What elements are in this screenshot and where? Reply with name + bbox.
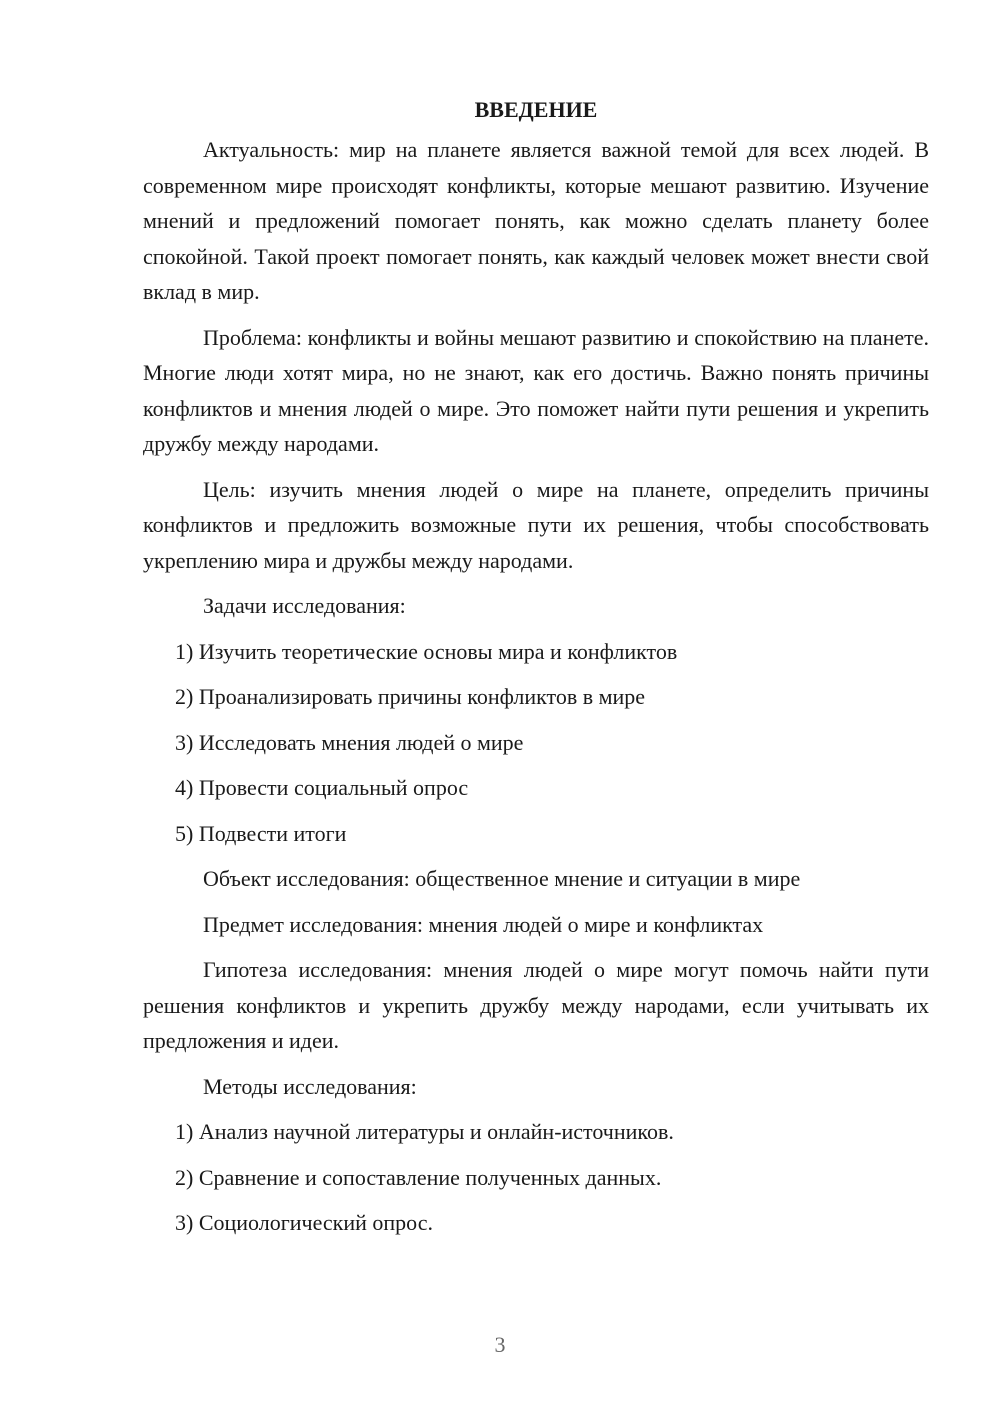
- methods-heading: Методы исследования:: [203, 1073, 417, 1099]
- methods-list: [143, 1114, 929, 1241]
- list-item: 2) Сравнение и сопоставление полученных данных.: [175, 1164, 662, 1190]
- problem-paragraph: Проблема: конфликты и войны мешают развитию и спокойствию на планете. Многие люди хотят мира, но не знают, как его достичь. Важно понять причины конфликтов и мнения людей о мире. Это поможет найти пути решения и укрепить дружбу между народами.: [143, 324, 929, 456]
- hypothesis-paragraph: Гипотеза исследования: мнения людей о мире могут помочь найти пути решения конфликтов и укрепить дружбу между народами, если учитывать их предложения и идеи.: [143, 957, 929, 1053]
- page-number: 3: [494, 1332, 506, 1357]
- actuality-paragraph: Актуальность: мир на планете является важной темой для всех людей. В современном мире происходят конфликты, которые мешают развитию. Изучение мнений и предложений помогает понять, как можно сделать планету более спокойной. Такой проект помогает понять, как каждый человек может внести свой вклад в мир.: [143, 137, 929, 304]
- list-item: 3) Социологический опрос.: [175, 1210, 433, 1235]
- subject-line: Предмет исследования: мнения людей о мире и конфликтах: [203, 911, 764, 937]
- object-line: Объект исследования: общественное мнение и ситуации в мире: [203, 866, 801, 891]
- list-item: 4) Провести социальный опрос: [175, 775, 469, 800]
- list-item: 2) Проанализировать причины конфликтов в мире: [175, 684, 646, 709]
- tasks-heading: Задачи исследования:: [203, 593, 406, 618]
- document-page: [143, 92, 929, 1251]
- list-item: 3) Исследовать мнения людей о мире: [175, 729, 524, 755]
- list-item: 1) Изучить теоретические основы мира и конфликтов: [175, 638, 678, 664]
- tasks-list: [143, 634, 929, 852]
- section-title: ВВЕДЕНИЕ: [474, 97, 598, 122]
- list-item: 1) Анализ научной литературы и онлайн-источников.: [175, 1119, 674, 1144]
- goal-paragraph: Цель: изучить мнения людей о мире на планете, определить причины конфликтов и предложить возможные пути их решения, чтобы способствовать укреплению мира и дружбы между народами.: [143, 476, 929, 573]
- list-item: 5) Подвести итоги: [175, 820, 347, 846]
